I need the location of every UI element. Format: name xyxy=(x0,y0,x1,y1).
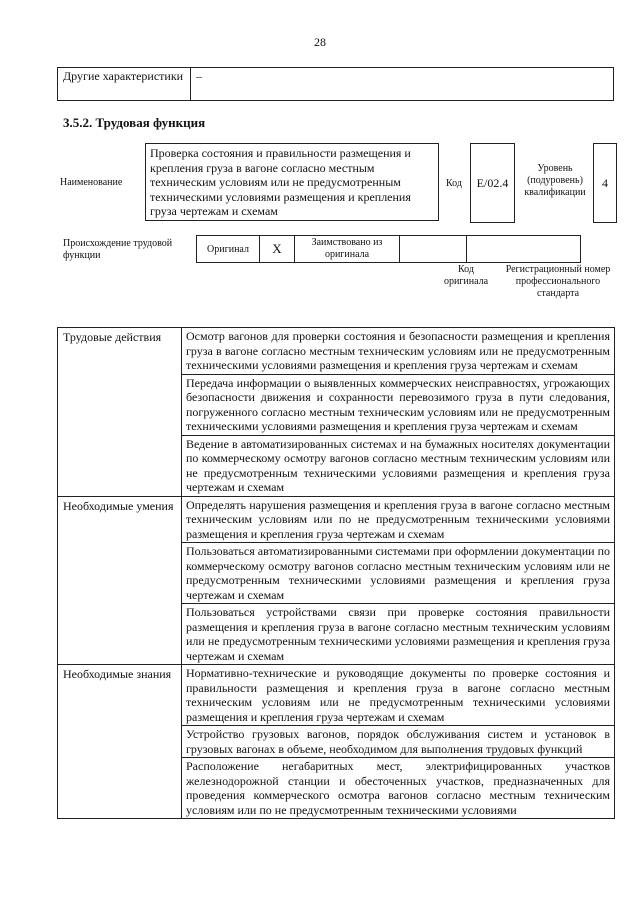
table-cell: Пользоваться устройствами связи при проверке состояния правильности размещения и крепления груза в вагоне согласно местным техническим условиям или не предусмотренным техническими условиями размещения и крепления груза чертежам и схемам xyxy=(182,604,615,665)
original-code-note: Код оригинала xyxy=(443,264,489,287)
table-cell: Определять нарушения размещения и крепления груза в вагоне согласно местным техническим условиям или по не предусмотренным техническими условиями размещения и крепления груза чертежам и схемам xyxy=(182,496,615,543)
registration-number-cell xyxy=(467,236,581,263)
row-label-knowledge: Необходимые знания xyxy=(58,665,182,819)
table-cell: Устройство грузовых вагонов, порядок обслуживания систем и установок в грузовых вагонах в объеме, необходимом для выполнения трудовых функций xyxy=(182,726,615,758)
table-cell: Расположение негабаритных мест, электрифицированных участков железнодорожной станции и обесточенных участков, предназначенных для проведения коммерческого осмотра вагонов согласно местным техническим условиям или по не предусмотренным техническими условиями xyxy=(182,758,615,819)
name-label: Наименование xyxy=(60,177,123,188)
page-number: 28 xyxy=(314,35,326,49)
table-cell: Передача информации о выявленных коммерческих неисправностях, угрожающих безопасности движения и сохранности перевозимого груза в пути следования, погруженного согласно местным техническим условиям или не предусмотренным техническими условиями размещения и крепления груза чертежам и схемам xyxy=(182,374,615,435)
function-details-table xyxy=(57,327,615,819)
section-title: 3.5.2. Трудовая функция xyxy=(63,115,206,130)
table-cell: Нормативно-технические и руководящие документы по проверке состояния и правильности размещения и крепления груза в вагоне согласно местным техническим условиям или не предусмотренным техническими условиями размещения и крепления груза чертежам и схемам xyxy=(182,665,615,726)
code-value-text: E/02.4 xyxy=(476,175,509,190)
table-cell: Ведение в автоматизированных системах и на бумажных носителях документации по коммерческому осмотру вагонов согласно местным техническим условиям или не предусмотренным техническими условиями размещения и крепления груза чертежам и схемам xyxy=(182,435,615,496)
name-value: Проверка состояния и правильности размещения и крепления груза в вагоне согласно местным техническим условиям или не предусмотренным техническими условиями размещения и крепления груза чертежам и схемам xyxy=(145,143,439,221)
origin-table xyxy=(196,235,581,263)
other-characteristics-value: – xyxy=(191,68,614,101)
table-row xyxy=(58,665,615,726)
origin-label: Происхождение трудовой функции xyxy=(63,238,173,261)
code-label: Код xyxy=(446,178,462,189)
code-value xyxy=(470,143,515,223)
row-label-actions: Трудовые действия xyxy=(58,328,182,497)
registration-number-note: Регистрационный номер профессионального стандарта xyxy=(505,264,611,299)
original-code-cell xyxy=(400,236,467,263)
borrowed-label: Заимствовано из оригинала xyxy=(295,236,400,263)
original-label: Оригинал xyxy=(197,236,260,263)
table-row xyxy=(58,328,615,375)
table-row xyxy=(58,496,615,543)
level-value-text: 4 xyxy=(602,175,608,190)
level-value xyxy=(593,143,617,223)
row-label-skills: Необходимые умения xyxy=(58,496,182,665)
table-cell: Осмотр вагонов для проверки состояния и безопасности размещения и крепления груза в вагоне согласно местным техническим условиям или не предусмотренным техническими условиями размещения и крепления груза чертежам и схемам xyxy=(182,328,615,375)
original-mark: X xyxy=(260,236,295,263)
other-characteristics-table xyxy=(57,67,614,101)
table-cell: Пользоваться автоматизированными системами при оформлении документации по коммерческому осмотру вагонов согласно местным техническим условиям или не предусмотренным техническими условиями размещения и крепления груза чертежам и схемам xyxy=(182,543,615,604)
other-characteristics-label: Другие характеристики xyxy=(58,68,191,101)
level-label: Уровень (подуровень) квалификации xyxy=(524,163,586,198)
